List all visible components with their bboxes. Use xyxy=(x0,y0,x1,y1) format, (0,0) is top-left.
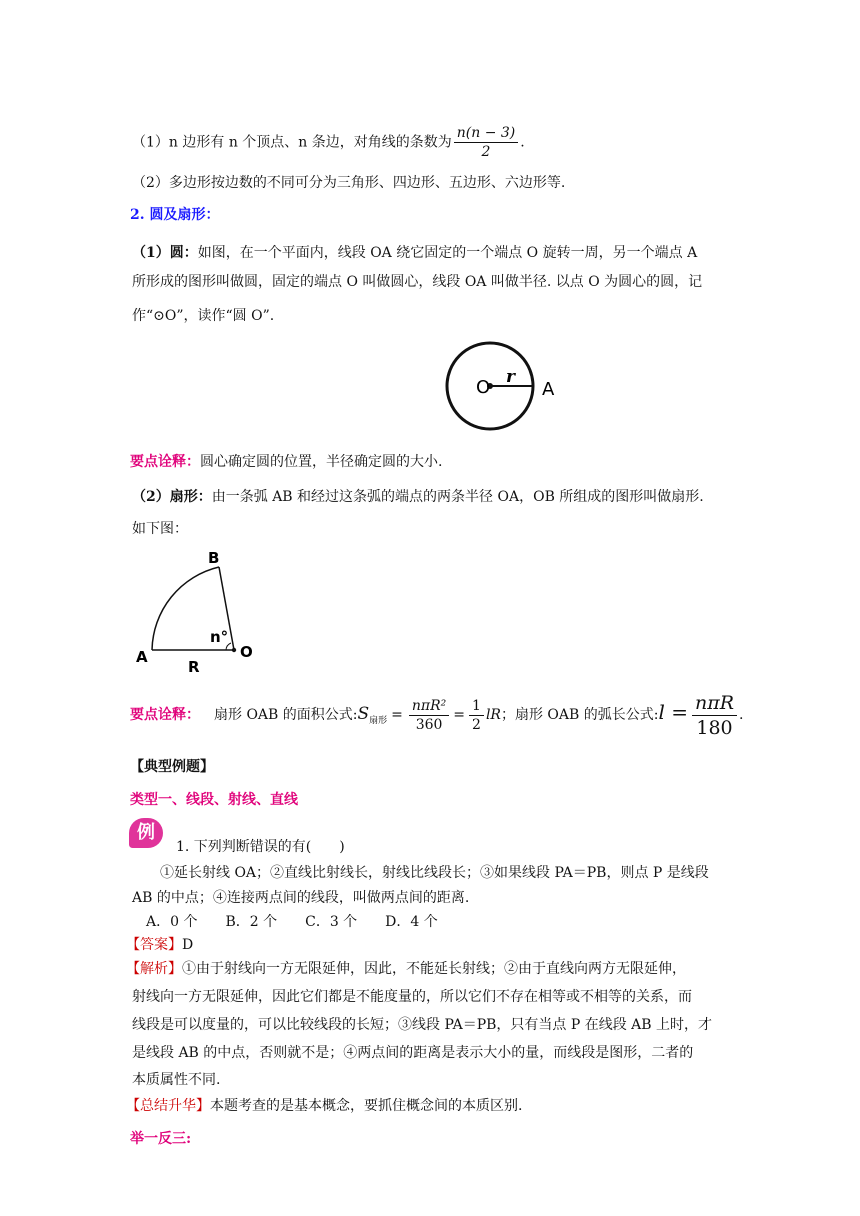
analysis-line2: 射线向一方无限延伸，因此它们都是不能度量的，所以它们不存在相等或不相等的关系，而 xyxy=(132,989,692,1005)
circle-label: （1）圆： xyxy=(132,245,198,261)
example-statements-line2: AB 的中点；④连接两点间的线段，叫做两点间的距离. xyxy=(132,890,470,906)
point-a-label: A xyxy=(542,379,555,400)
analysis-line4: 是线段 AB 的中点，否则就不是；④两点间的距离是表示大小的量，而线段是图形，二者的 xyxy=(132,1045,694,1061)
circle-figure xyxy=(440,340,570,440)
polygon-classification: （2）多边形按边数的不同可分为三角形、四边形、五边形、六边形等. xyxy=(132,175,566,191)
type-one-heading: 类型一、线段、射线、直线 xyxy=(130,792,298,808)
example-options: A．0 个 B．2 个 C．3 个 D．4 个 xyxy=(146,914,438,930)
polygon-diagonal-line: （1）n 边形有 n 个顶点、n 条边，对角线的条数为 $\frac{n(n - 3)}{2}$ . xyxy=(132,125,525,160)
example-badge-icon: 例 xyxy=(129,818,163,848)
analysis-line1: 【解析】①由于射线向一方无限延伸，因此，不能延长射线；②由于直线向两方无限延伸， xyxy=(126,961,686,977)
radius-r-label: R xyxy=(188,658,200,676)
sector-arc xyxy=(152,567,219,650)
answer-line: 【答案】D xyxy=(126,937,194,953)
point-o-label: O xyxy=(240,643,253,661)
sector-definition: （2）扇形：由一条弧 AB 和经过这条弧的端点的两条半径 OA，OB 所组成的图形叫做扇形. xyxy=(132,489,704,505)
circle-definition: （1）圆：如图，在一个平面内，线段 OA 绕它固定的一个端点 O 旋转一周，另一个端点 A xyxy=(132,245,698,261)
sector-label: （2）扇形： xyxy=(132,489,212,505)
section-heading-circle-sector: 2. 圆及扇形： xyxy=(130,207,220,223)
area-fraction: $\frac{\text{nπR²}}{360}$ xyxy=(409,697,449,734)
point-a-label: A xyxy=(136,648,148,666)
polygon-text: （1）n 边形有 n 个顶点、n 条边，对角线的条数为 xyxy=(132,134,452,151)
point-b-label: B xyxy=(208,549,220,567)
circle-definition-line3: 作“⊙O”，读作“圆 O”. xyxy=(132,308,275,324)
half-fraction: $\frac{1}{2}$ xyxy=(469,697,484,734)
example-statements-line1: ①延长射线 OA；②直线比射线长，射线比线段长；③如果线段 PA＝PB，则点 P 是线段 xyxy=(160,865,709,881)
sector-definition-line2: 如下图： xyxy=(132,521,188,537)
typical-examples-heading: 【典型例题】 xyxy=(130,759,214,775)
diagonal-fraction: $\frac{n(n - 3)}{2}$ xyxy=(454,124,519,161)
radius-label: r xyxy=(506,367,515,387)
arc-length-fraction: $\frac{\text{nπR}}{180}$ xyxy=(692,691,737,740)
sector-figure xyxy=(130,544,270,679)
analysis-line3: 线段是可以度量的，可以比较线段的长短；③线段 PA＝PB，只有当点 P 在线段 AB 上时，才 xyxy=(132,1017,713,1033)
angle-n-label: n° xyxy=(210,628,229,646)
summary-line: 【总结升华】本题考查的是基本概念，要抓住概念间的本质区别. xyxy=(126,1098,523,1114)
analysis-line5: 本质属性不同. xyxy=(132,1072,221,1088)
practice-heading: 举一反三: xyxy=(130,1131,192,1147)
circle-definition-line2: 所形成的图形叫做圆，固定的端点 O 叫做圆心，线段 OA 叫做半径. 以点 O 为圆心的圆，记 xyxy=(132,274,703,290)
center-label: O xyxy=(476,377,491,398)
example-question: 1. 下列判断错误的有( ) xyxy=(176,839,345,855)
center-dot xyxy=(232,648,236,652)
key-note-sector-formulas: 要点诠释： 扇形 OAB 的面积公式$:S_{扇形}$ = $\frac{\text{nπR²}}{360}$ = $\frac{1}{2}$ lR；扇形 OAB 的弧长公式:l = $\frac{\text{nπR}}{180}$ . xyxy=(130,691,744,739)
key-note-circle: 要点诠释：圆心确定圆的位置，半径确定圆的大小. xyxy=(130,454,443,470)
